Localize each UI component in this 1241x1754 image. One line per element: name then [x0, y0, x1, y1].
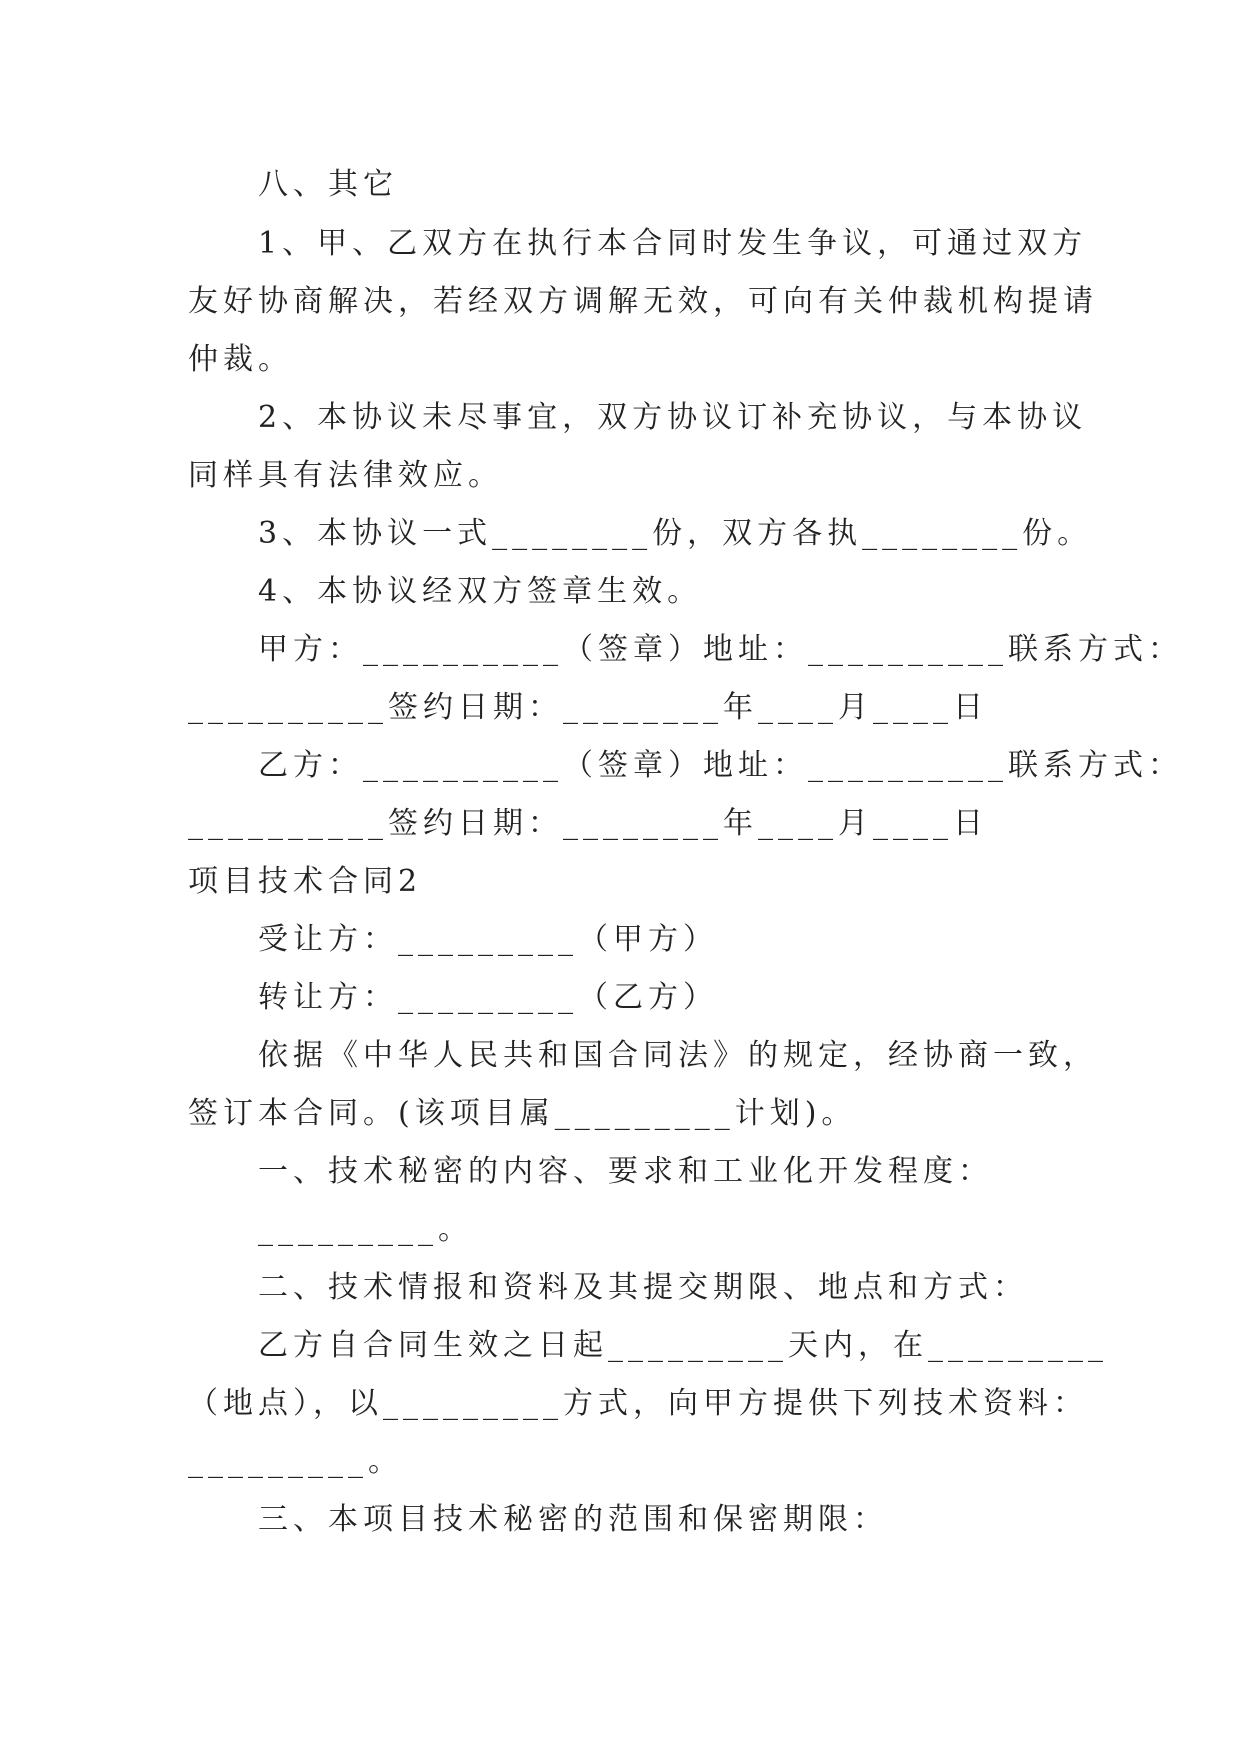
transferor-line: 转让方：_________（乙方） [258, 980, 718, 1015]
section-heading: 三、本项目技术秘密的范围和保密期限： [258, 1502, 888, 1537]
transferee-line: 受让方：_________（甲方） [258, 922, 718, 957]
paragraph-line: 仲裁。 [188, 342, 293, 377]
section-heading: 一、技术秘密的内容、要求和工业化开发程度： [258, 1154, 993, 1189]
paragraph-line: （地点），以_________方式，向甲方提供下列技术资料： [188, 1386, 1088, 1421]
paragraph-line: 1、甲、乙双方在执行本合同时发生争议，可通过双方 [258, 226, 1088, 261]
paragraph-line: 依据《中华人民共和国合同法》的规定，经协商一致， [258, 1038, 1098, 1073]
paragraph-line: 同样具有法律效应。 [188, 458, 503, 493]
paragraph-line: 3、本协议一式________份，双方各执________份。 [258, 516, 1093, 551]
party-a-signature-line: 甲方：__________（签章）地址：__________联系方式： [258, 632, 1183, 667]
paragraph-line: 乙方自合同生效之日起_________天内，在_________ [258, 1328, 1108, 1363]
paragraph-line: 友好协商解决，若经双方调解无效，可向有关仲裁机构提请 [188, 284, 1098, 319]
party-a-date-line: __________签约日期：________年____月____日 [188, 690, 988, 725]
party-b-date-line: __________签约日期：________年____月____日 [188, 806, 988, 841]
section-heading-other: 八、其它 [258, 167, 398, 202]
blank-field-line: _________。 [258, 1212, 473, 1247]
document-title: 项目技术合同2 [188, 864, 423, 899]
paragraph-line: 签订本合同。(该项目属_________计划)。 [188, 1096, 857, 1131]
party-b-signature-line: 乙方：__________（签章）地址：__________联系方式： [258, 748, 1183, 783]
section-heading: 二、技术情报和资料及其提交期限、地点和方式： [258, 1270, 1028, 1305]
blank-field-line: _________。 [188, 1444, 403, 1479]
paragraph-line: 4、本协议经双方签章生效。 [258, 574, 703, 609]
paragraph-line: 2、本协议未尽事宜，双方协议订补充协议，与本协议 [258, 400, 1088, 435]
